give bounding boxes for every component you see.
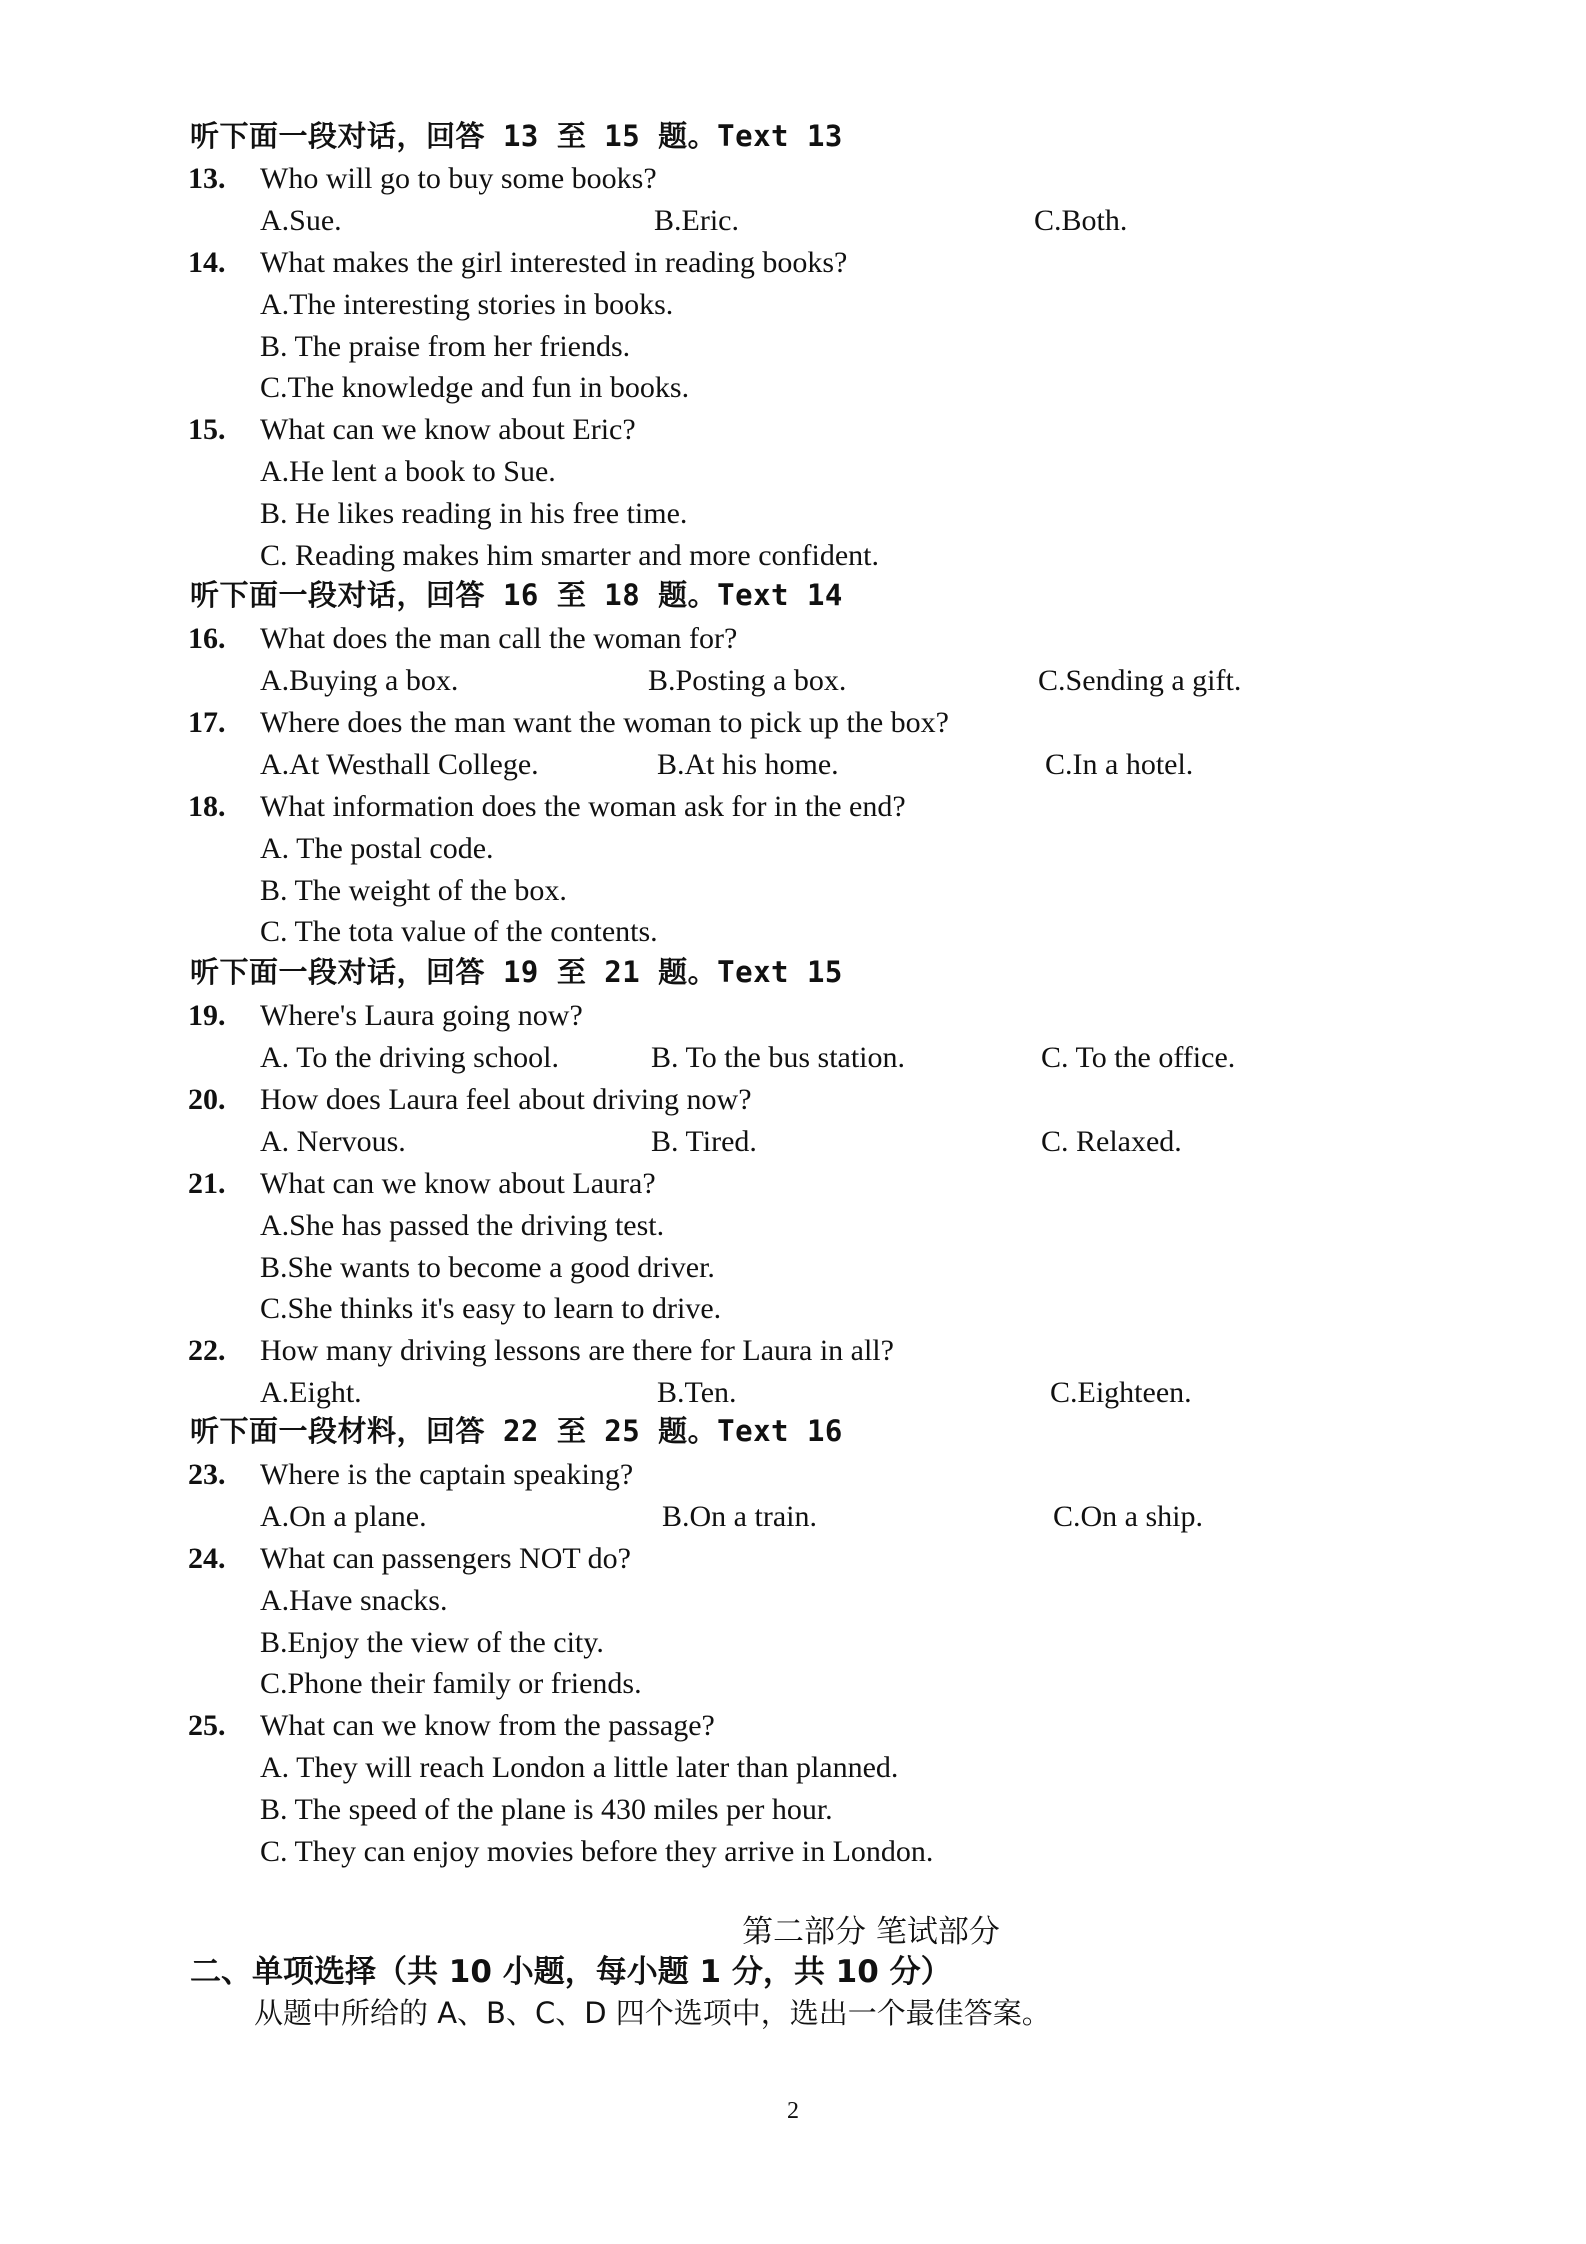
option-b: B.At his home. — [657, 748, 839, 781]
option-c: C.Phone their family or friends. — [260, 1667, 642, 1700]
question-text: What information does the woman ask for in the end? — [260, 790, 906, 823]
option-c: C.Sending a gift. — [1038, 664, 1242, 697]
option-a: A.Have snacks. — [260, 1584, 448, 1617]
part-two-title: 第二部分 笔试部分 — [742, 1914, 1000, 1950]
option-a: A.She has passed the driving test. — [260, 1209, 665, 1242]
question-text: Where is the captain speaking? — [260, 1458, 634, 1491]
instruction-text: 从题中所给的 A、B、C、D 四个选项中，选出一个最佳答案。 — [254, 1996, 1051, 2030]
option-c: C.On a ship. — [1053, 1500, 1203, 1533]
option-c: C. To the office. — [1041, 1041, 1236, 1074]
question-number: 21. — [188, 1167, 226, 1200]
option-b: B.Ten. — [657, 1376, 737, 1409]
question-text: What can passengers NOT do? — [260, 1542, 631, 1575]
option-a: A.The interesting stories in books. — [260, 288, 674, 321]
option-a: A. They will reach London a little later than planned. — [260, 1751, 899, 1784]
option-a: A. Nervous. — [260, 1125, 406, 1158]
question-text: How many driving lessons are there for Laura in all? — [260, 1334, 894, 1367]
option-c: C. They can enjoy movies before they arrive in London. — [260, 1835, 934, 1868]
option-b: B.She wants to become a good driver. — [260, 1251, 715, 1284]
section-heading: 听下面一段对话，回答 16 至 18 题。Text 14 — [190, 578, 843, 612]
question-number: 14. — [188, 246, 226, 279]
option-b: B.Eric. — [654, 204, 739, 237]
option-a: A.Sue. — [260, 204, 342, 237]
option-b: B. The speed of the plane is 430 miles per hour. — [260, 1793, 833, 1826]
option-b: B. The praise from her friends. — [260, 330, 631, 363]
question-text: What can we know from the passage? — [260, 1709, 715, 1742]
option-a: A.Buying a box. — [260, 664, 459, 697]
question-text: Where's Laura going now? — [260, 999, 583, 1032]
question-number: 25. — [188, 1709, 226, 1742]
option-b: B.Enjoy the view of the city. — [260, 1626, 604, 1659]
question-number: 24. — [188, 1542, 226, 1575]
question-text: What does the man call the woman for? — [260, 622, 738, 655]
option-c: C. The tota value of the contents. — [260, 915, 658, 948]
option-b: B. He likes reading in his free time. — [260, 497, 688, 530]
section-heading: 听下面一段材料，回答 22 至 25 题。Text 16 — [190, 1414, 843, 1448]
section-heading: 听下面一段对话，回答 19 至 21 题。Text 15 — [190, 955, 843, 989]
option-a: A. To the driving school. — [260, 1041, 559, 1074]
question-number: 13. — [188, 162, 226, 195]
option-b: B.Posting a box. — [648, 664, 847, 697]
option-a: A.Eight. — [260, 1376, 362, 1409]
section-title: 二、单项选择（共 10 小题，每小题 1 分，共 10 分） — [190, 1954, 952, 1990]
question-text: What can we know about Eric? — [260, 413, 636, 446]
question-number: 15. — [188, 413, 226, 446]
question-text: What makes the girl interested in reading books? — [260, 246, 848, 279]
option-b: B.On a train. — [662, 1500, 817, 1533]
option-c: C.Both. — [1034, 204, 1128, 237]
option-c: C.In a hotel. — [1045, 748, 1194, 781]
option-c: C.She thinks it's easy to learn to drive. — [260, 1292, 722, 1325]
option-c: C.The knowledge and fun in books. — [260, 371, 690, 404]
option-a: A. The postal code. — [260, 832, 494, 865]
option-c: C. Relaxed. — [1041, 1125, 1182, 1158]
option-b: B. The weight of the box. — [260, 874, 567, 907]
question-text: What can we know about Laura? — [260, 1167, 656, 1200]
question-number: 22. — [188, 1334, 226, 1367]
option-a: A.On a plane. — [260, 1500, 427, 1533]
question-number: 20. — [188, 1083, 226, 1116]
option-b: B. Tired. — [651, 1125, 757, 1158]
question-number: 16. — [188, 622, 226, 655]
question-text: Where does the man want the woman to pick up the box? — [260, 706, 949, 739]
section-heading: 听下面一段对话，回答 13 至 15 题。Text 13 — [190, 119, 843, 153]
option-c: C. Reading makes him smarter and more confident. — [260, 539, 879, 572]
option-b: B. To the bus station. — [651, 1041, 906, 1074]
option-a: A.At Westhall College. — [260, 748, 539, 781]
page-number: 2 — [787, 2098, 799, 2124]
option-c: C.Eighteen. — [1050, 1376, 1192, 1409]
question-number: 19. — [188, 999, 226, 1032]
question-text: How does Laura feel about driving now? — [260, 1083, 752, 1116]
question-number: 18. — [188, 790, 226, 823]
question-number: 23. — [188, 1458, 226, 1491]
question-number: 17. — [188, 706, 226, 739]
question-text: Who will go to buy some books? — [260, 162, 657, 195]
option-a: A.He lent a book to Sue. — [260, 455, 556, 488]
